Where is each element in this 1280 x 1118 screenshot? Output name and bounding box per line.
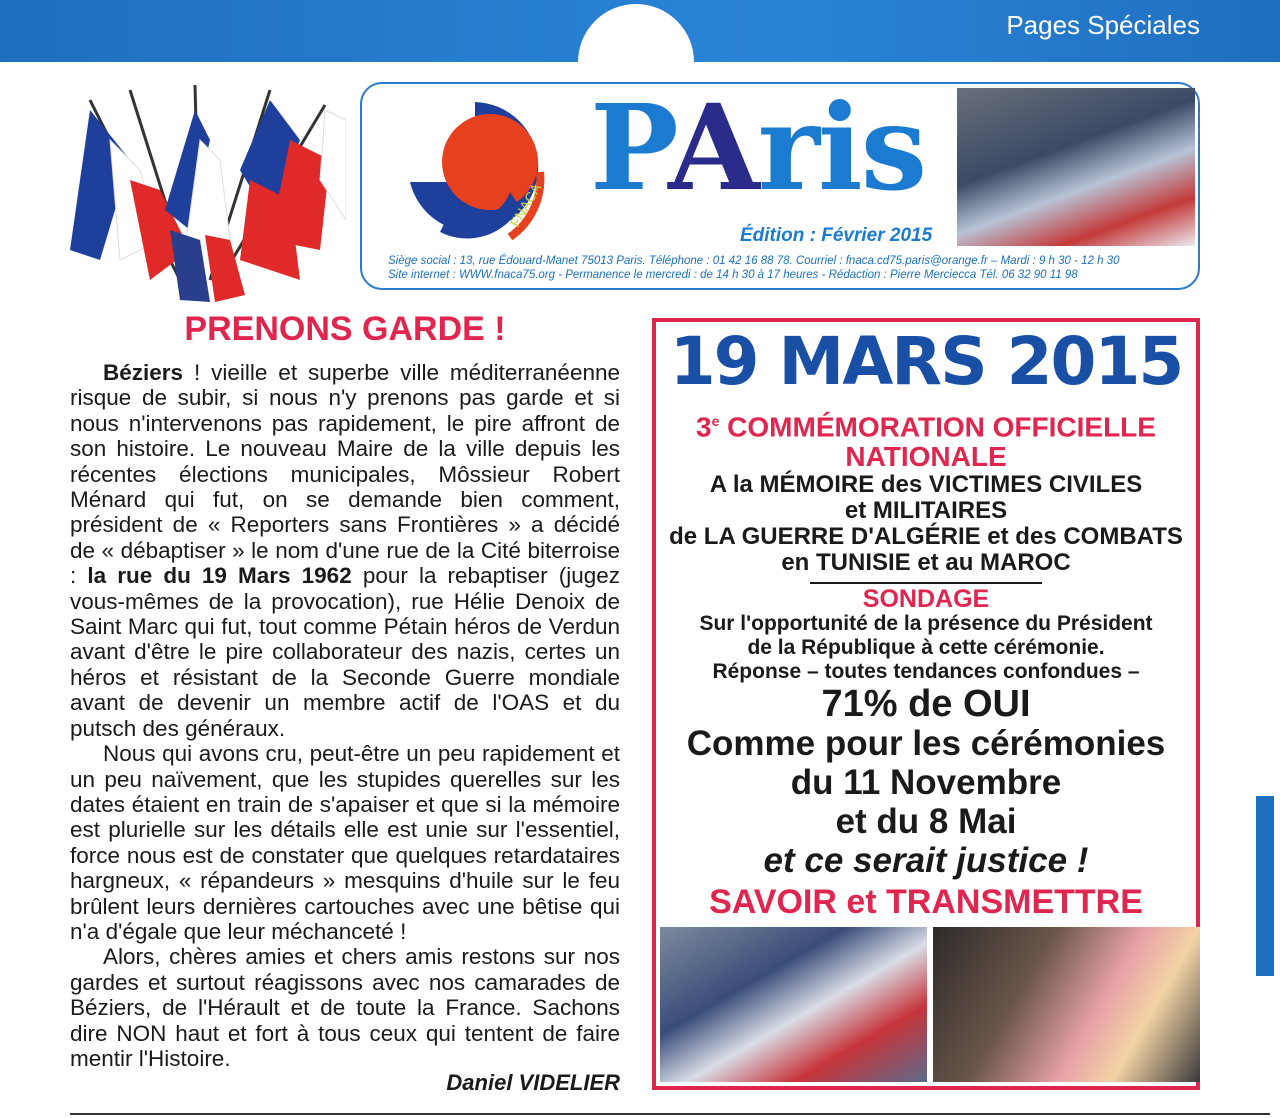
text: et du 8 Mai: [835, 802, 1017, 842]
box-footer: SAVOIR et TRANSMETTRE: [709, 883, 1143, 922]
edition-date: Édition : Février 2015: [740, 225, 933, 246]
text: et ce serait justice !: [763, 841, 1089, 881]
ceremony-photo: [957, 88, 1195, 246]
ordinal: 3: [696, 411, 712, 443]
bottom-rule: [70, 1113, 1270, 1115]
brand-title: [590, 78, 926, 217]
text: COMMÉMORATION OFFICIELLE: [719, 411, 1156, 443]
text: ! vieille et superbe ville méditerranéenne risque de subir, si nous n'y prenons pas garde et si nous n'intervenons pas rapidement, le pire affront de son histoire. Le nouveau Maire de la ville depuis les récentes élections municipales, Môssieur Robert Ménard qui fut, on se demande bien comment, président de « Reporters sans Frontières » a décidé de « débaptiser » le nom d'une rue de la Cité biterroise :: [70, 360, 620, 589]
poll-result: 71% de OUI: [821, 683, 1031, 726]
section-title: Pages Spéciales: [1006, 10, 1200, 40]
text: NATIONALE: [845, 441, 1007, 473]
address-line: Siège social : 13, rue Édouard-Manet 75013 Paris. Téléphone : 01 42 16 88 78. Courriel : fnaca.cd75.paris@orange.fr – Mardi : 9 h 30 - 12 h 30: [388, 255, 1120, 267]
commemoration-line: [656, 406, 1196, 442]
text: du 11 Novembre: [790, 763, 1062, 803]
article-body: [70, 360, 620, 1071]
article-title: PRENONS GARDE !: [184, 310, 506, 348]
text: en TUNISIE et au MAROC: [781, 549, 1071, 577]
brand-a: A: [668, 78, 758, 217]
brand-rest: ris: [757, 78, 926, 217]
text: de la République à cette cérémonie.: [747, 636, 1105, 660]
paragraph: [70, 360, 620, 741]
text: Réponse – toutes tendances confondues –: [712, 660, 1140, 684]
bold-text: la rue du 19 Mars 1962: [87, 563, 352, 589]
flags-photo: [660, 927, 927, 1082]
logo-text: FNACA: [506, 180, 545, 230]
paragraph: Alors, chères amies et chers amis restons sur nos gardes et surtout réagissons avec nos camarades de Béziers, de l'Hérault et de toute la France. Sachons dire NON haut et fort à tous ceux qui tentent de faire mentir l'Histoire.: [70, 944, 620, 1071]
flags-illustration: [70, 80, 346, 302]
paragraph: Nous qui avons cru, peut-être un peu rapidement et un peu naïvement, que les stupides querelles sur les dates étaient en train de s'apaiser et que si la mémoire est plurielle sur les détails elle est unie sur l'essentiel, force nous est de constater que quelques retardataires hargneux, « répandeurs » mesquins d'huile sur le feu brûlent leurs dernières cartouches avec une bêtise qui n'a d'égale que leur méchanceté !: [70, 741, 620, 944]
contact-info: [388, 254, 1120, 282]
text: Comme pour les cérémonies: [686, 724, 1166, 764]
ordinal-sup: e: [711, 413, 720, 429]
divider: [810, 582, 1042, 584]
text: pour la rebaptiser (jugez vous-mêmes de la provocation), rue Hélie Denoix de Saint Marc qui fut, tout comme Pétain héros de Verdun avant d'être le pire collaborateur des nazis, certes un héros et résistant de la Seconde Guerre mondiale avant de devenir un membre actif de l'OAS et du putsch des généraux.: [70, 563, 620, 741]
commemoration-box: [652, 318, 1200, 1090]
brand-p: P: [590, 78, 669, 217]
event-date: 19 MARS 2015: [669, 323, 1183, 400]
text: et MILITAIRES: [844, 497, 1008, 525]
text: de LA GUERRE D'ALGÉRIE et des COMBATS: [669, 523, 1183, 551]
lead-word: Béziers: [103, 360, 184, 385]
text: Sur l'opportunité de la présence du Président: [699, 612, 1153, 636]
fnaca-logo: [380, 92, 570, 242]
youth-flowers-photo: [933, 927, 1200, 1082]
photo-strip: [660, 927, 1200, 1082]
poll-heading: SONDAGE: [862, 585, 990, 614]
signature: Daniel VIDELIER: [446, 1070, 620, 1095]
text: A la MÉMOIRE des VICTIMES CIVILES: [709, 471, 1143, 499]
website-line: Site internet : WWW.fnaca75.org - Permanence le mercredi : de 14 h 30 à 17 heures - Rédaction : Pierre Merciecca Tél. 06 32 90 11 98: [388, 269, 1078, 281]
page-edge-tab: [1256, 796, 1274, 976]
